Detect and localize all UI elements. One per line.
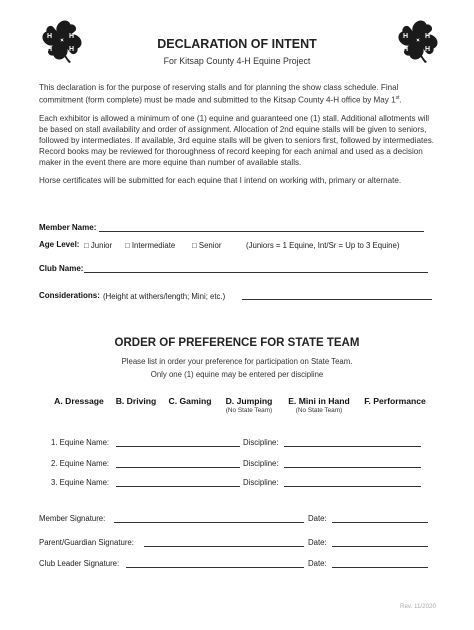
member-date-field[interactable] xyxy=(332,513,428,523)
intro-paragraph-1: This declaration is for the purpose of reserving stalls and for planning the show class schedule. Final commitment (form complete) must be made and submitted to the Kitsap County 4-H office by May 1st. xyxy=(39,83,402,105)
parent-signature-label: Parent/Guardian Signature: xyxy=(39,538,134,547)
discipline-gaming: C. Gaming xyxy=(168,396,212,406)
equine-2-field[interactable] xyxy=(116,458,240,468)
svg-text:H: H xyxy=(47,46,53,53)
svg-text:H: H xyxy=(47,33,53,40)
age-option-senior[interactable]: □ Senior xyxy=(192,241,222,250)
equine-1-label: 1. Equine Name: xyxy=(51,438,110,447)
equine-3-field[interactable] xyxy=(116,477,240,487)
state-team-instruction-1: Please list in order your preference for participation on State Team. xyxy=(121,357,353,366)
discipline-performance: F. Performance xyxy=(364,396,426,406)
member-signature-label: Member Signature: xyxy=(39,514,106,523)
discipline-3-label: Discipline: xyxy=(243,478,279,487)
leader-signature-field[interactable] xyxy=(126,558,304,568)
age-level-note: (Juniors = 1 Equine, Int/Sr = Up to 3 Equine) xyxy=(246,241,400,250)
age-option-intermediate[interactable]: □ Intermediate xyxy=(125,241,176,250)
club-name-label: Club Name: xyxy=(39,264,84,273)
discipline-jumping-note: (No State Team) xyxy=(225,407,273,414)
intro-paragraph-2: Each exhibitor is allowed a minimum of one (1) equine and guaranteed one (1) stall. Additional allotments will be based on stall availability and order of assignment. Allocation of 2nd equine stalls will be given to seniors, followed by intermediates. If available, 3rd equine stalls will be given to seniors first, followed by intermediates. Record books may be reviewed for thoroughness of record keeping for each animal and used as a decision maker in the event there are more equine than number of available stalls. xyxy=(39,113,434,167)
state-team-title: ORDER OF PREFERENCE FOR STATE TEAM xyxy=(114,337,360,349)
state-team-instruction-2: Only one (1) equine may be entered per discipline xyxy=(150,370,324,379)
parent-date-label: Date: xyxy=(308,538,327,547)
parent-date-field[interactable] xyxy=(332,537,428,547)
discipline-2-label: Discipline: xyxy=(243,459,279,468)
leader-date-field[interactable] xyxy=(332,558,428,568)
member-name-field[interactable] xyxy=(99,222,424,232)
leader-signature-label: Club Leader Signature: xyxy=(39,559,120,568)
page-subtitle: For Kitsap County 4-H Equine Project xyxy=(163,56,311,66)
equine-1-field[interactable] xyxy=(116,437,240,447)
age-level-label: Age Level: xyxy=(39,240,80,249)
equine-2-label: 2. Equine Name: xyxy=(51,459,110,468)
discipline-mini-in-hand: E. Mini in Hand xyxy=(288,396,350,406)
svg-text:H: H xyxy=(69,33,75,40)
svg-text:H: H xyxy=(69,46,75,53)
considerations-label: Considerations: xyxy=(39,291,100,300)
age-option-junior[interactable]: □ Junior xyxy=(84,241,113,250)
discipline-1-label: Discipline: xyxy=(243,438,279,447)
svg-text:H: H xyxy=(403,33,409,40)
considerations-field[interactable] xyxy=(242,290,432,300)
discipline-dressage: A. Dressage xyxy=(54,396,104,406)
discipline-jumping: D. Jumping xyxy=(225,396,273,406)
leader-date-label: Date: xyxy=(308,559,327,568)
page-title: DECLARATION OF INTENT xyxy=(157,37,317,51)
member-signature-field[interactable] xyxy=(114,513,304,523)
svg-text:H: H xyxy=(425,33,431,40)
discipline-3-field[interactable] xyxy=(284,477,421,487)
svg-text:H: H xyxy=(425,46,431,53)
discipline-mini-in-hand-note: (No State Team) xyxy=(295,407,343,414)
parent-signature-field[interactable] xyxy=(144,537,304,547)
revision-label: Rev. 11/2020 xyxy=(400,603,436,610)
club-name-field[interactable] xyxy=(84,263,428,273)
equine-3-label: 3. Equine Name: xyxy=(51,478,110,487)
discipline-2-field[interactable] xyxy=(284,458,421,468)
discipline-1-field[interactable] xyxy=(284,437,421,447)
intro-paragraph-3: Horse certificates will be submitted for each equine that I intend on working with, primary or alternate. xyxy=(39,175,402,185)
svg-text:H: H xyxy=(403,46,409,53)
member-date-label: Date: xyxy=(308,514,327,523)
discipline-driving: B. Driving xyxy=(115,396,157,406)
member-name-label: Member Name: xyxy=(39,223,97,232)
considerations-note: (Height at withers/length; Mini; etc.) xyxy=(103,292,226,301)
intro-text xyxy=(39,82,439,193)
